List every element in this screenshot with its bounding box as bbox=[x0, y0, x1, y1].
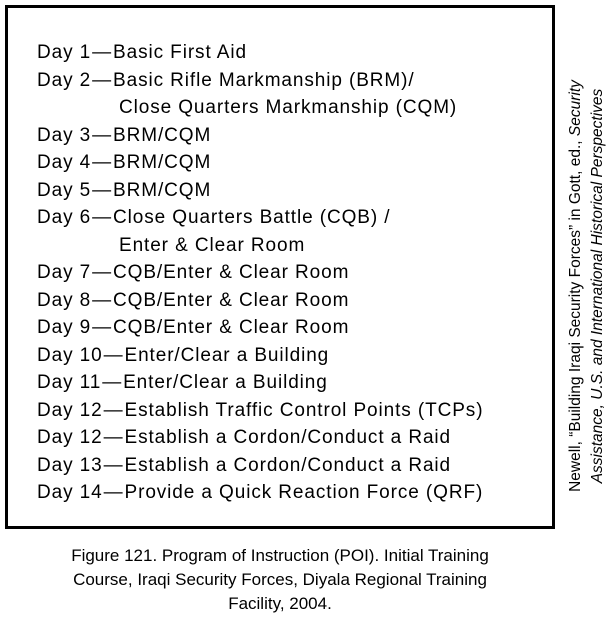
activity-text: CQB/Enter & Clear Room bbox=[113, 289, 350, 311]
em-dash-separator: — bbox=[103, 454, 124, 476]
schedule-item bbox=[37, 424, 483, 452]
citation-title-part: Assistance, U.S. and International Historical Perspectives bbox=[589, 88, 606, 484]
day-label: Day 1 bbox=[37, 42, 92, 63]
activity-text: BRM/CQM bbox=[113, 124, 212, 146]
day-label: Day 2 bbox=[37, 69, 92, 91]
em-dash-separator: — bbox=[103, 427, 124, 448]
activity-text: Enter/Clear a Building bbox=[123, 372, 328, 393]
day-label: Day 12 bbox=[37, 399, 103, 421]
day-label: Day 8 bbox=[37, 289, 92, 311]
citation-line-2 bbox=[587, 16, 609, 556]
schedule-item bbox=[37, 67, 483, 95]
activity-text: Establish a Cordon/Conduct a Raid bbox=[124, 427, 451, 448]
schedule-item bbox=[37, 314, 483, 342]
activity-text: Basic Rifle Markmanship (BRM)/ bbox=[113, 69, 415, 91]
day-label: Day 6 bbox=[37, 207, 92, 228]
em-dash-separator: — bbox=[92, 207, 113, 228]
schedule-item bbox=[37, 369, 483, 397]
day-label: Day 3 bbox=[37, 124, 92, 146]
em-dash-separator: — bbox=[92, 124, 113, 146]
em-dash-separator: — bbox=[102, 372, 123, 393]
em-dash-separator: — bbox=[92, 317, 113, 338]
schedule-item bbox=[37, 287, 483, 315]
caption-line: Facility, 2004. bbox=[228, 594, 332, 613]
schedule-item bbox=[37, 259, 483, 287]
figure-caption bbox=[0, 544, 560, 616]
caption-line: Course, Iraqi Security Forces, Diyala Regional Training bbox=[73, 570, 487, 589]
activity-text: CQB/Enter & Clear Room bbox=[113, 262, 350, 283]
schedule-item bbox=[37, 39, 483, 67]
day-label: Day 10 bbox=[37, 344, 103, 366]
em-dash-separator: — bbox=[92, 42, 113, 63]
day-label: Day 13 bbox=[37, 454, 103, 476]
day-label: Day 9 bbox=[37, 317, 92, 338]
activity-text: Enter & Clear Room bbox=[119, 234, 306, 256]
activity-text: Enter/Clear a Building bbox=[124, 344, 330, 366]
activity-text: CQB/Enter & Clear Room bbox=[113, 317, 350, 338]
day-label: Day 14 bbox=[37, 482, 103, 503]
activity-text: Close Quarters Battle (CQB) / bbox=[113, 207, 391, 228]
schedule-item bbox=[37, 149, 483, 177]
schedule-item bbox=[37, 177, 483, 205]
citation-title-part: Security bbox=[567, 80, 584, 137]
em-dash-separator: — bbox=[92, 69, 113, 91]
source-citation bbox=[565, 16, 609, 556]
day-label: Day 4 bbox=[37, 152, 92, 173]
schedule-item bbox=[37, 452, 483, 480]
em-dash-separator: — bbox=[103, 399, 124, 421]
schedule-item-continuation bbox=[37, 232, 483, 260]
schedule-frame bbox=[5, 5, 555, 529]
em-dash-separator: — bbox=[92, 289, 113, 311]
training-schedule bbox=[37, 39, 483, 507]
activity-text: BRM/CQM bbox=[113, 152, 212, 173]
citation-text: Newell, “Building Iraqi Security Forces” in Gott, ed., bbox=[567, 136, 584, 492]
activity-text: Close Quarters Markmanship (CQM) bbox=[119, 97, 458, 118]
schedule-item bbox=[37, 342, 483, 370]
em-dash-separator: — bbox=[103, 482, 124, 503]
schedule-item bbox=[37, 204, 483, 232]
em-dash-separator: — bbox=[92, 179, 113, 201]
citation-line-1 bbox=[565, 16, 587, 556]
schedule-item-continuation bbox=[37, 94, 483, 122]
day-label: Day 12 bbox=[37, 427, 103, 448]
schedule-item bbox=[37, 122, 483, 150]
activity-text: Establish Traffic Control Points (TCPs) bbox=[124, 399, 484, 421]
activity-text: Basic First Aid bbox=[113, 42, 247, 63]
activity-text: Establish a Cordon/Conduct a Raid bbox=[124, 454, 451, 476]
em-dash-separator: — bbox=[92, 262, 113, 283]
em-dash-separator: — bbox=[92, 152, 113, 173]
em-dash-separator: — bbox=[103, 344, 124, 366]
activity-text: BRM/CQM bbox=[113, 179, 212, 201]
schedule-item bbox=[37, 397, 483, 425]
caption-line: Figure 121. Program of Instruction (POI). Initial Training bbox=[71, 546, 489, 565]
day-label: Day 11 bbox=[37, 372, 102, 393]
schedule-item bbox=[37, 479, 483, 507]
day-label: Day 7 bbox=[37, 262, 92, 283]
day-label: Day 5 bbox=[37, 179, 92, 201]
activity-text: Provide a Quick Reaction Force (QRF) bbox=[124, 482, 484, 503]
